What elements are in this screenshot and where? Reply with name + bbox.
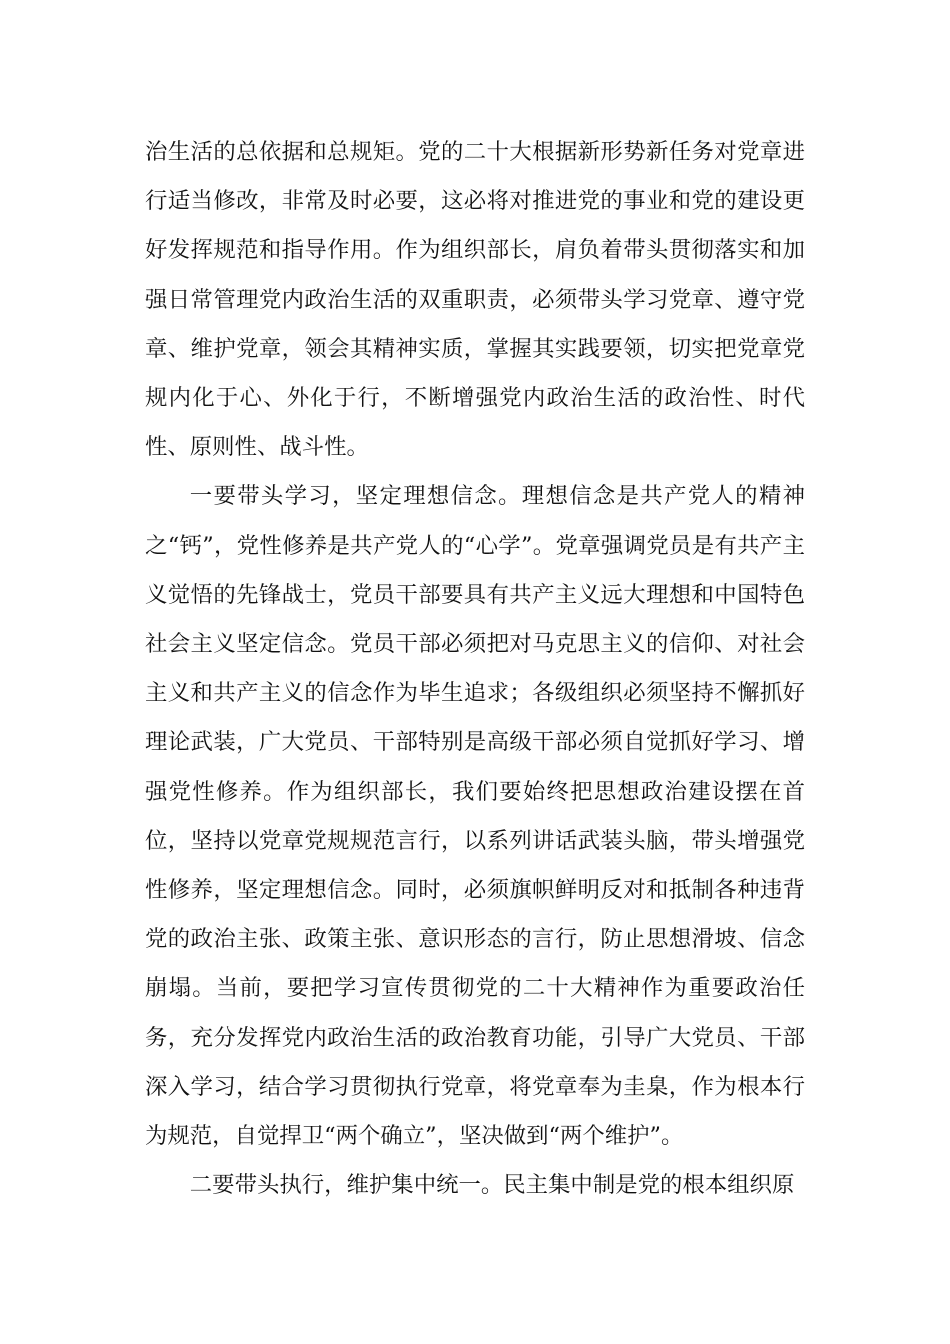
- paragraph-continuation: 治生活的总依据和总规矩。党的二十大根据新形势新任务对党章进行适当修改，非常及时必要，这必将对推进党的事业和党的建设更好发挥规范和指导作用。作为组织部长，肩负着带头贯彻落实和加强日常管理党内政治生活的双重职责，必须带头学习党章、遵守党章、维护党章，领会其精神实质，掌握其实践要领，切实把党章党规内化于心、外化于行，不断增强党内政治生活的政治性、时代性、原则性、战斗性。: [145, 139, 805, 461]
- paragraph-study: 一要带头学习，坚定理想信念。理想信念是共产党人的精神之“钙”，党性修养是共产党人的“心学”。党章强调党员是有共产主义觉悟的先锋战士，党员干部要具有共产主义远大理想和中国特色社会主义坚定信念。党员干部必须把对马克思主义的信仰、对社会主义和共产主义的信念作为毕生追求；各级组织必须坚持不懈抓好理论武装，广大党员、干部特别是高级干部必须自觉抓好学习、增强党性修养。作为组织部长，我们要始终把思想政治建设摆在首位，坚持以党章党规规范言行，以系列讲话武装头脑，带头增强党性修养，坚定理想信念。同时，必须旗帜鲜明反对和抵制各种违背党的政治主张、政策主张、意识形态的言行，防止思想滑坡、信念崩塌。当前，要把学习宣传贯彻党的二十大精神作为重要政治任务，充分发挥党内政治生活的政治教育功能，引导广大党员、干部深入学习，结合学习贯彻执行党章，将党章奉为圭臬，作为根本行为规范，自觉捍卫“两个确立”，坚决做到“两个维护”。: [145, 483, 805, 1150]
- body-text: [145, 128, 805, 1210]
- paragraph-execute: 二要带头执行，维护集中统一。民主集中制是党的根本组织原: [189, 1172, 795, 1199]
